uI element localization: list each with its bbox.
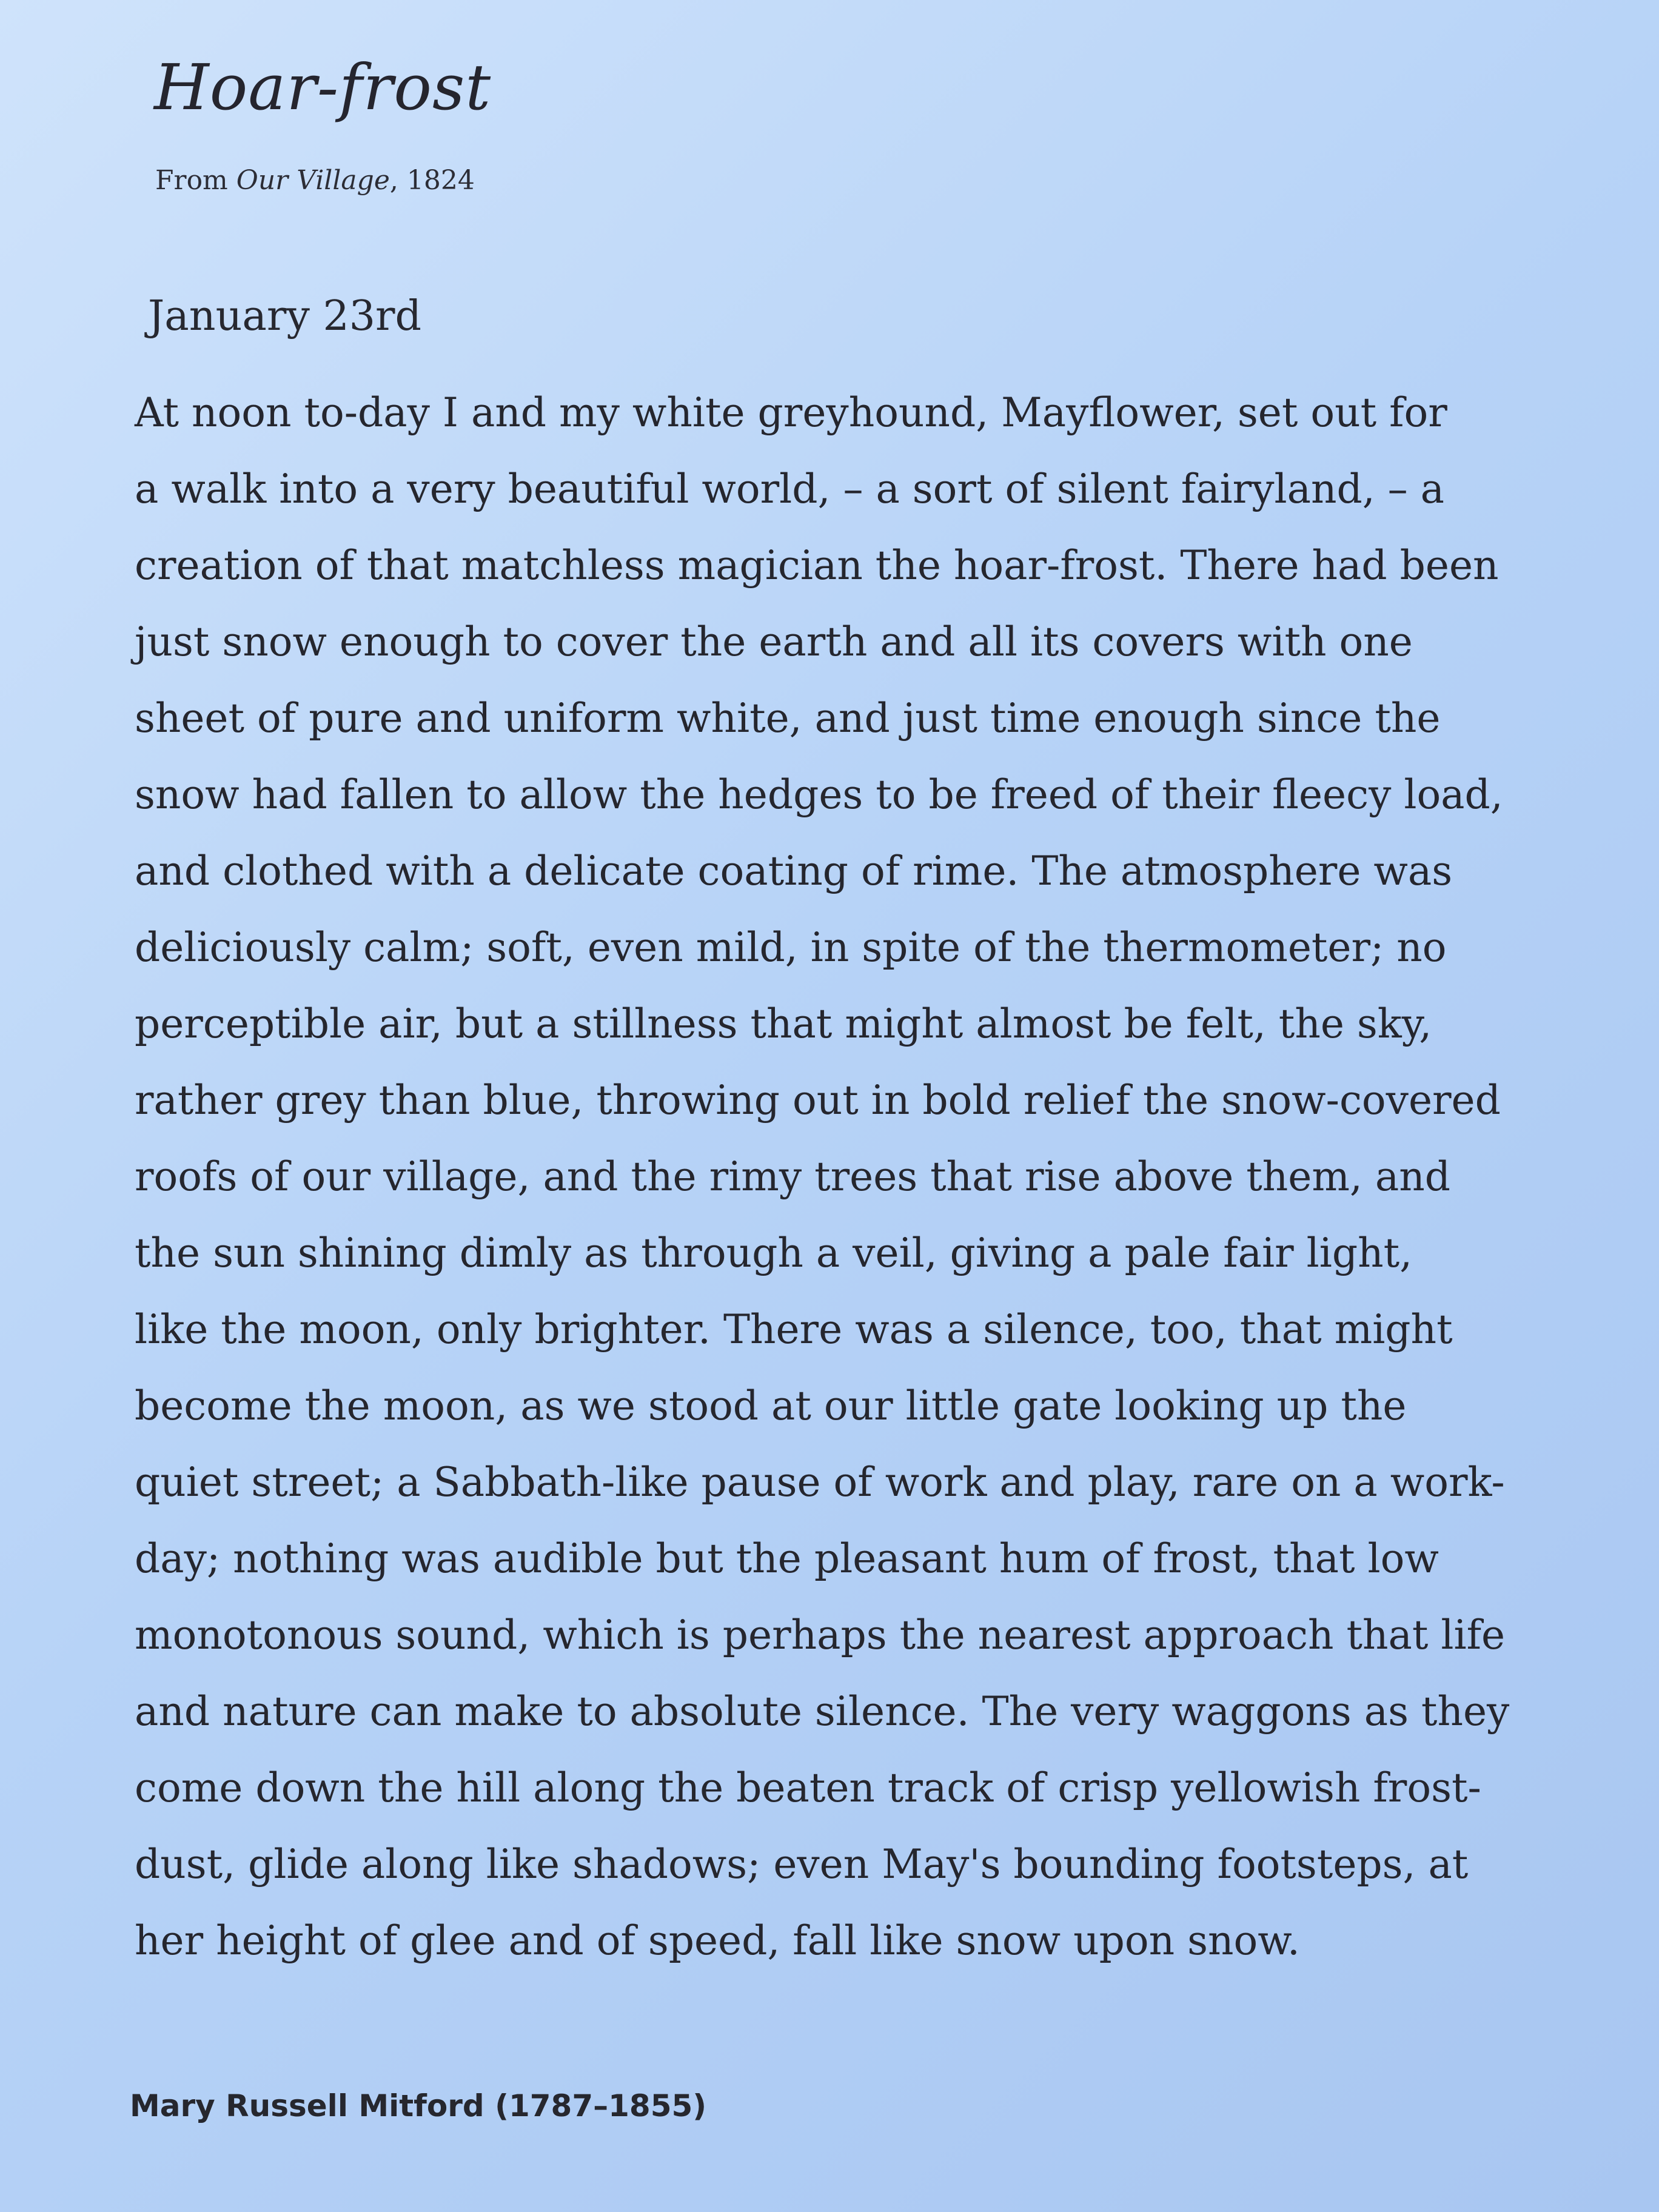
author-attribution: Mary Russell Mitford (1787–1855): [130, 2088, 707, 2123]
source-work-title: Our Village: [236, 165, 390, 196]
body-line: just snow enough to cover the earth and all its covers with one: [135, 618, 1413, 665]
body-paragraph: [135, 375, 1602, 1979]
body-line: deliciously calm; soft, even mild, in spite of the thermometer; no: [135, 924, 1447, 971]
body-line: snow had fallen to allow the hedges to be freed of their fleecy load,: [135, 771, 1503, 818]
page-title: Hoar-frost: [154, 50, 492, 124]
entry-date: January 23rd: [148, 292, 422, 340]
body-line: her height of glee and of speed, fall like snow upon snow.: [135, 1917, 1300, 1964]
body-line: like the moon, only brighter. There was a silence, too, that might: [135, 1306, 1453, 1353]
body-line: At noon to-day I and my white greyhound, Mayflower, set out for: [135, 389, 1447, 436]
source-prefix: From: [155, 165, 236, 196]
body-line: and nature can make to absolute silence. The very waggons as they: [135, 1688, 1510, 1735]
body-line: become the moon, as we stood at our little gate looking up the: [135, 1382, 1407, 1429]
body-line: day; nothing was audible but the pleasant hum of frost, that low: [135, 1535, 1439, 1582]
body-line: and clothed with a delicate coating of rime. The atmosphere was: [135, 848, 1453, 894]
body-line: roofs of our village, and the rimy trees that rise above them, and: [135, 1153, 1450, 1200]
body-line: creation of that matchless magician the hoar-frost. There had been: [135, 542, 1499, 589]
body-line: dust, glide along like shadows; even May's bounding footsteps, at: [135, 1841, 1469, 1888]
source-year: , 1824: [389, 165, 475, 196]
body-line: quiet street; a Sabbath-like pause of work and play, rare on a work-: [135, 1459, 1505, 1506]
source-citation: [155, 167, 475, 194]
body-line: the sun shining dimly as through a veil, giving a pale fair light,: [135, 1230, 1413, 1276]
body-line: a walk into a very beautiful world, – a sort of silent fairyland, – a: [135, 466, 1444, 512]
body-line: come down the hill along the beaten track of crisp yellowish frost-: [135, 1765, 1481, 1811]
body-line: sheet of pure and uniform white, and just time enough since the: [135, 695, 1441, 742]
body-line: perceptible air, but a stillness that might almost be felt, the sky,: [135, 1000, 1432, 1047]
body-line: monotonous sound, which is perhaps the nearest approach that life: [135, 1612, 1506, 1658]
body-line: rather grey than blue, throwing out in bold relief the snow-covered: [135, 1077, 1501, 1124]
